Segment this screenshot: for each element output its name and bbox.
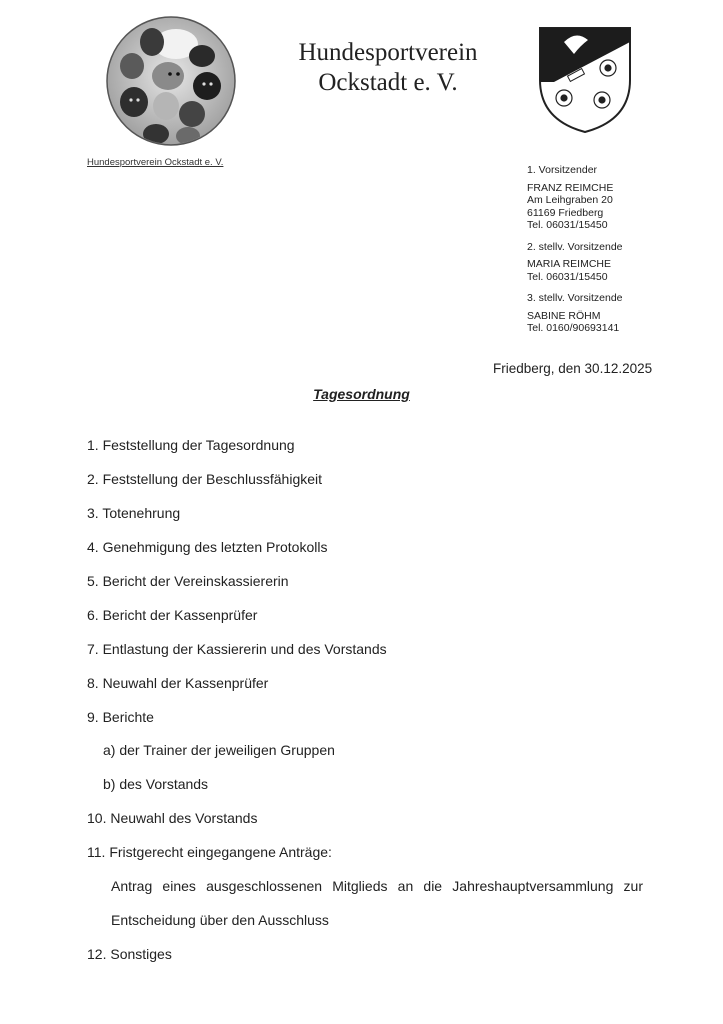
organization-name-small: Hundesportverein Ockstadt e. V. [87,157,224,168]
agenda-item-text: Entscheidung über den Ausschluss [111,912,329,928]
agenda-item: 9. Berichte [87,709,154,725]
agenda-item: 7. Entlastung der Kassiererin und des Vorstands [87,641,387,657]
agenda-item: 8. Neuwahl der Kassenprüfer [87,675,269,691]
agenda-subitem: b) des Vorstands [103,776,209,792]
org-title-line1: Hundesportverein [298,39,478,66]
agenda-item: 10. Neuwahl des Vorstands [87,810,258,826]
board-deputy3 [527,292,623,335]
agenda-item: 2. Feststellung der Beschlussfähigkeit [87,471,323,487]
coat-of-arms-icon [534,20,636,136]
deputy3-name: SABINE RÖHM [527,309,601,322]
deputy3-phone: Tel. 0160/90693141 [527,322,620,334]
agenda-item: 11. Fristgerecht eingegangene Anträge: [87,844,332,860]
board-contacts [527,164,623,344]
agenda-item-text: Antrag eines ausgeschlossenen Mitglieds an die Jahreshauptversammlung zur [111,878,643,894]
organization-title [248,38,528,98]
chair-city: 61169 Friedberg [527,206,604,219]
org-title-line2: Ockstadt e. V. [318,69,458,96]
chair-street: Am Leihgraben 20 [527,194,613,206]
agenda-subitem: a) der Trainer der jeweiligen Gruppen [103,742,335,758]
date-line: Friedberg, den 30.12.2025 [493,361,653,376]
chair-name: FRANZ REIMCHE [527,181,614,194]
chair-role: 1. Vorsitzender [527,164,598,176]
chair-phone: Tel. 06031/15450 [527,219,608,231]
deputy2-role: 2. stellv. Vorsitzende [527,240,623,253]
agenda-item: 4. Genehmigung des letzten Protokolls [87,539,328,555]
club-logo-dogs-icon [104,14,238,148]
deputy2-phone: Tel. 06031/15450 [527,270,608,283]
deputy2-name: MARIA REIMCHE [527,258,612,270]
agenda-item: 3. Totenehrung [87,505,181,521]
agenda-item: 12. Sonstiges [87,946,172,962]
agenda-item: 5. Bericht der Vereinskassiererin [87,573,289,589]
agenda-item: 6. Bericht der Kassenprüfer [87,607,258,623]
deputy3-role: 3. stellv. Vorsitzende [527,292,623,304]
agenda-item: 1. Feststellung der Tagesordnung [87,437,295,453]
board-chair [527,164,623,232]
board-deputy2 [527,241,623,284]
document-heading: Tagesordnung [313,386,410,402]
